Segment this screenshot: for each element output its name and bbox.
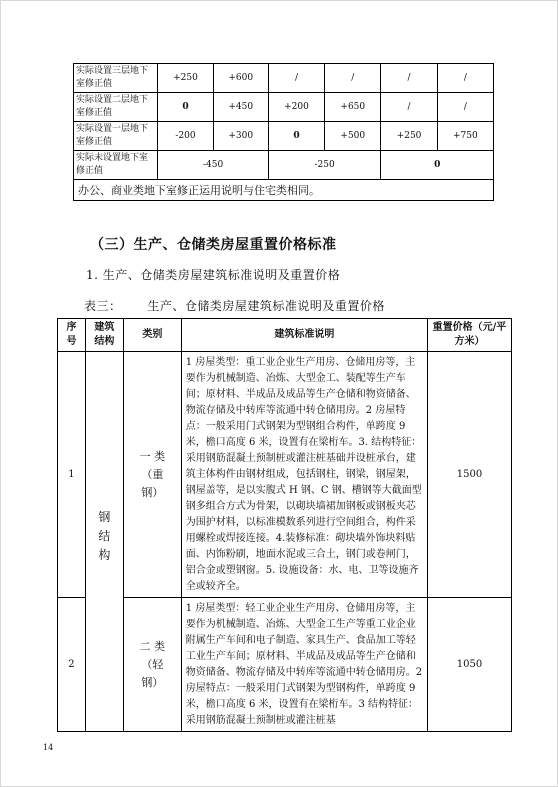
table-cell: / bbox=[437, 64, 493, 93]
page-number: 14 bbox=[43, 743, 54, 752]
table-row bbox=[74, 180, 494, 201]
table-cell: -250 bbox=[268, 151, 381, 180]
table-cell: +250 bbox=[381, 122, 437, 151]
table-cell: +500 bbox=[325, 122, 381, 151]
table-cell: +600 bbox=[213, 64, 268, 93]
table-cell: +450 bbox=[213, 93, 268, 122]
table-caption: 表三： 生产、仓储类房屋建筑标准说明及重置价格 bbox=[84, 299, 385, 313]
row-label: 实际设置三层地下室修正值 bbox=[74, 64, 158, 93]
structure-cell: 钢结构 bbox=[85, 352, 123, 732]
header-category: 类别 bbox=[123, 319, 181, 352]
table-row bbox=[74, 151, 494, 180]
row-label: 实际设置二层地下室修正值 bbox=[74, 93, 158, 122]
table-row bbox=[74, 64, 494, 93]
row-label: 实际未设置地下室修正值 bbox=[74, 151, 158, 180]
table-cell: -200 bbox=[158, 122, 213, 151]
table-cell: / bbox=[381, 64, 437, 93]
table-cell: -450 bbox=[158, 151, 269, 180]
header-structure: 建筑结构 bbox=[85, 319, 123, 352]
table-cell: 0 bbox=[158, 93, 213, 122]
basement-correction-table bbox=[73, 63, 494, 201]
header-price: 重置价格（元/平方米） bbox=[427, 319, 511, 352]
table-cell: 0 bbox=[268, 122, 324, 151]
table-cell: +750 bbox=[437, 122, 493, 151]
price-cell: 1050 bbox=[427, 598, 511, 732]
table-cell: +300 bbox=[213, 122, 268, 151]
category-cell: 二 类（轻钢） bbox=[123, 598, 181, 732]
table-cell: / bbox=[381, 93, 437, 122]
header-standard: 建筑标准说明 bbox=[181, 319, 427, 352]
table-note: 办公、商业类地下室修正运用说明与住宅类相同。 bbox=[74, 180, 494, 201]
subsection-heading: 1. 生产、仓储类房屋建筑标准说明及重置价格 bbox=[86, 268, 341, 282]
seq-cell: 1 bbox=[58, 352, 86, 598]
table-row bbox=[58, 598, 512, 732]
row-label: 实际设置一层地下室修正值 bbox=[74, 122, 158, 151]
table-cell: 0 bbox=[381, 151, 494, 180]
table-cell: / bbox=[437, 93, 493, 122]
table-row bbox=[74, 93, 494, 122]
description-cell: 1 房屋类型：轻工业企业生产用房、仓储用房等，主要作为机械制造、冶炼、大型金工生产等重工业企业附属生产车间和电子制造、家具生产、食品加工等轻工业生产车间；原材料、半成品及成品等生产仓储和物资储备、物流存储及中转库等流通中转仓储用房。2 房屋特点：一般采用门式钢架为型钢构件，单跨度 9 米，檐口高度 6 米，设置有在梁桁车。3 结构特征：采用钢筋混凝土预制桩或灌注桩基 bbox=[181, 598, 427, 732]
table-row bbox=[74, 122, 494, 151]
category-cell: 一 类（重钢） bbox=[123, 352, 181, 598]
table-cell: / bbox=[325, 64, 381, 93]
table-cell: +650 bbox=[325, 93, 381, 122]
description-cell: 1 房屋类型：重工业企业生产用房、仓储用房等，主要作为机械制造、冶炼、大型金工、装配等生产车间；原材料、半成品及成品等生产仓储和物资储备、物流存储及中转库等流通中转仓储用房。2 房屋特点：一般采用门式钢架为型钢组合构件，单跨度 9 米，檐口高度 6 米，设置有在梁桁车。3. 结构特征：采用钢筋混凝土预制桩或灌注桩基础并设桩承台，建筑主体构件由钢材组成，包括钢柱，钢梁，钢屋架，钢屋盖等，是以实腹式 H 钢、C 钢、槽钢等大截面型钢多组合方式为骨架，以砌块墙裙加钢板或钢板夹芯为围护材料，以标准模数系列进行空间组合，构件采用螺栓或焊接连接。4.装修标准：砌块墙外饰块料贴面、内饰粉刷，地面水泥或三合土，钢门或卷闸门，铝合金或塑钢窗。5. 设施设备：水、电、卫等设施齐全或较齐全。 bbox=[181, 352, 427, 598]
table-cell: / bbox=[268, 64, 324, 93]
seq-cell: 2 bbox=[58, 598, 86, 732]
building-standard-table bbox=[57, 318, 512, 732]
table-row bbox=[58, 352, 512, 598]
table-cell: +200 bbox=[268, 93, 324, 122]
section-heading: （三）生产、仓储类房屋重置价格标准 bbox=[90, 237, 337, 253]
table-header-row bbox=[58, 319, 512, 352]
price-cell: 1500 bbox=[427, 352, 511, 598]
table-cell: +250 bbox=[158, 64, 213, 93]
header-seq: 序号 bbox=[58, 319, 86, 352]
